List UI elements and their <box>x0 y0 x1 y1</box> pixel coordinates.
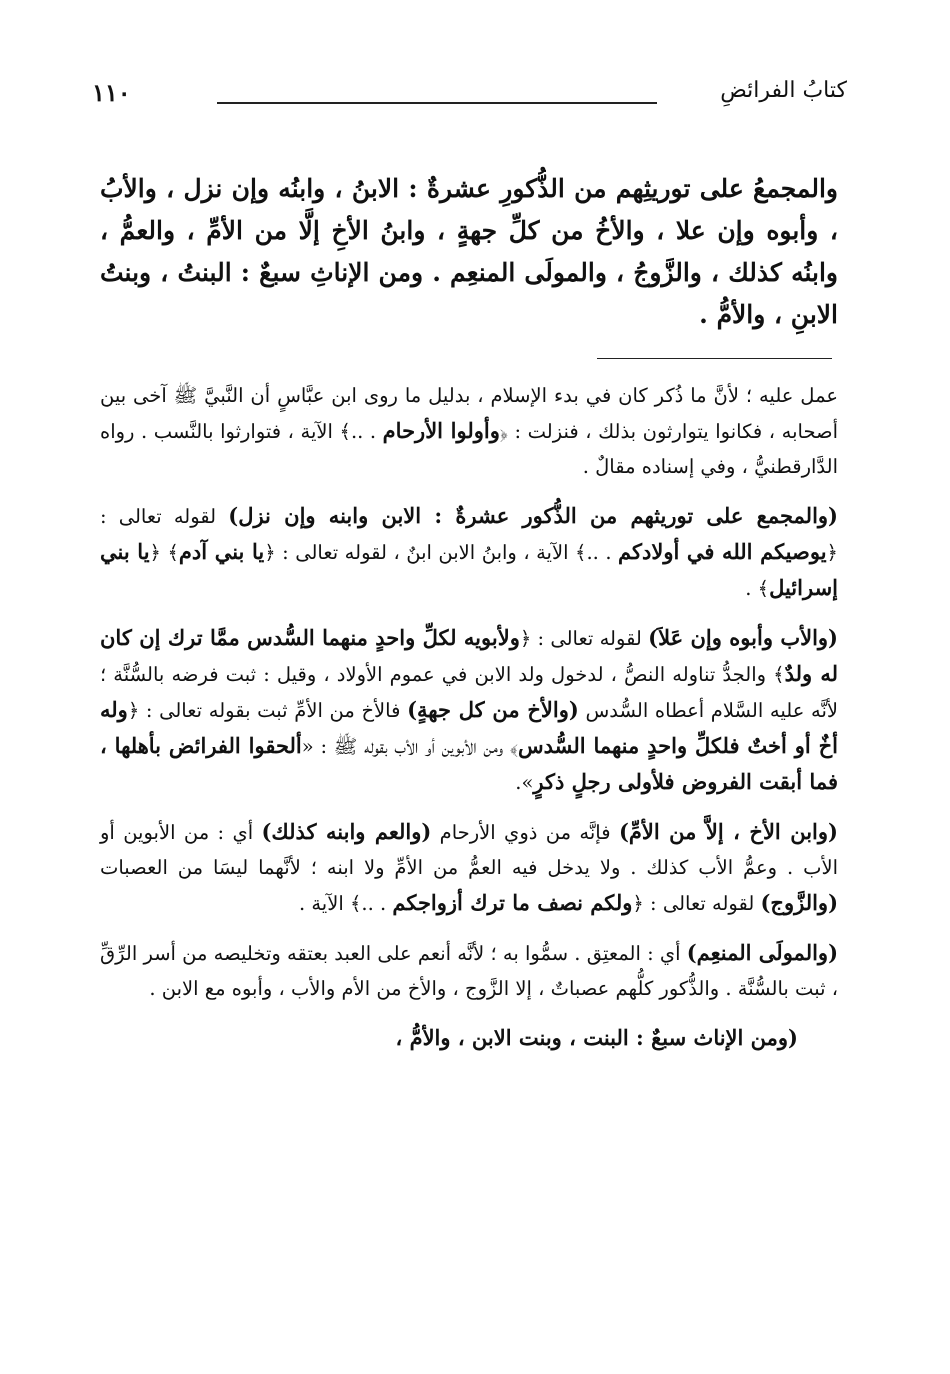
text-segment: ﴾ والجدُّ تناوله النصُّ ، لدخول ولد الابن في عموم الأولاد ، وقيل : ثبت فرضه بالسُّنَّة ؛ لأنَّه عليه السَّلام أعطاه السُّدس <box>100 663 838 722</box>
page-number: ١١٠ <box>92 78 131 107</box>
matn-quote: (والزَّوج) <box>760 890 838 915</box>
matn-quote: (وابن الأخ ، إلاَّ من الأمِّ) <box>618 819 838 844</box>
text-segment: ﴾ ﴿ <box>149 541 179 564</box>
quran-quote: يا بني آدم <box>178 539 265 564</box>
main-paragraph: والمجمعُ على توريثِهم من الذُّكورِ عشرةٌ : الابنُ ، وابنُه وإن نزل ، والأبُ ، وأبوه وإن علا ، والأخُ من كلِّ جهةٍ ، وابنُ الأخِ إلَّا من الأمِّ ، والعمُّ ، وابنُه كذلك ، والزَّوجُ ، والمولَى المنعِم . ومن الإناثِ سبعٌ : البنتُ ، وبنتُ الابنِ ، والأمُّ . <box>100 174 838 329</box>
book-title: كتابُ الفرائضِ <box>720 78 847 103</box>
matn-quote: (والأخ من كل جهةٍ) <box>407 697 579 722</box>
text-segment: ». <box>515 771 534 794</box>
matn-quote: (والعم وابنه كذلك) <box>261 819 432 844</box>
text-segment: أي : المعتِق . سمُّوا به ؛ لأنَّه أنعم على العبد بعتقه وتخليصه من أسر الرِّقِّ ، ثبت بالسُّنَّة . والذُّكور كلُّهم عصباتٌ ، إلا الزَّوج ، والأخ من الأم والأب ، وأبوه مع الابن . <box>100 942 838 1000</box>
quran-quote: ولكم نصف ما ترك أزواجكم <box>392 890 633 915</box>
quran-quote: يا بني إسرائيل <box>100 539 838 600</box>
footnote-divider <box>597 358 832 359</box>
commentary-paragraph-5 <box>100 935 838 1006</box>
quran-quote: يوصيكم الله في أولادكم <box>618 539 827 564</box>
text-segment: فالأخ من الأمِّ ثبت بقوله تعالى : ﴿ <box>127 699 408 722</box>
text-segment: لقوله تعالى : ﴿ <box>632 892 761 915</box>
text-segment: ﴾ . <box>745 577 770 600</box>
commentary-paragraph-3 <box>100 620 838 800</box>
matn-quote: (ومن الإناث سبعٌ : البنت ، وبنت الابن ، والأمُّ ، <box>395 1025 798 1050</box>
matn-quote: (والمولَى المنعِم) <box>686 940 839 965</box>
matn-quote: (والمجمع على توريثهم من الذُّكور عشرةٌ : الابن وابنه وإن نزل) <box>228 503 838 528</box>
quran-quote: ولأبويه لكلِّ واحدٍ منهما السُّدس ممَّا ترك إن كان له ولدٌ <box>100 625 838 686</box>
quran-quote: وله أخٌ أو أختٌ فلكلِّ واحدٍ منهما السُّدس <box>100 697 838 758</box>
commentary-paragraph-4 <box>100 814 838 921</box>
page-header <box>92 78 847 118</box>
main-text <box>100 168 838 336</box>
text-segment: . ..﴾ الآية . <box>298 892 393 915</box>
text-segment: ﴾ ومن الأبوين أو الأب بقوله ﷺ : « <box>301 735 518 758</box>
text-segment: . ..﴾ الآية ، فتوارثوا بالنَّسب . رواه الدَّارقطنيُّ ، وفي إسناده مقالٌ . <box>100 420 838 478</box>
text-segment: فإنَّه من ذوي الأرحام <box>431 821 619 844</box>
text-segment: لقوله تعالى : ﴿ <box>519 627 649 650</box>
quran-quote: وأولوا الأرحام <box>382 418 500 443</box>
commentary-paragraph-1 <box>100 378 838 484</box>
text-segment: أي : من الأبوين أو الأب . وعمُّ الأب كذلك . ولا يدخل فيه العمُّ من الأمِّ ولا ابنه ؛ لأنَّهما ليسَا من العصبات <box>100 821 838 879</box>
commentary-paragraph-2 <box>100 498 838 606</box>
commentary-paragraph-6 <box>100 1020 838 1056</box>
header-divider <box>217 102 657 104</box>
text-segment: . ..﴾ الآية ، وابنُ الابن ابنٌ ، لقوله تعالى : ﴿ <box>264 541 619 564</box>
text-segment: لقوله تعالى : ﴿ <box>100 505 838 564</box>
matn-quote: (والأب وأبوه وإن عَلاَ) <box>648 625 838 650</box>
commentary <box>100 378 838 1070</box>
text-segment: عمل عليه ؛ لأنَّ ما ذُكر كان في بدء الإسلام ، بدليل ما روى ابن عبَّاسٍ أن النَّبيَّ ﷺ آخى بين أصحابه ، فكانوا يتوارثون بذلك ، فنزلت : ﴿ <box>100 384 839 443</box>
hadith-quote: ألحقوا الفرائض بأهلها ، فما أبقت الفروض فلأولى رجلٍ ذكرٍ <box>100 733 838 794</box>
